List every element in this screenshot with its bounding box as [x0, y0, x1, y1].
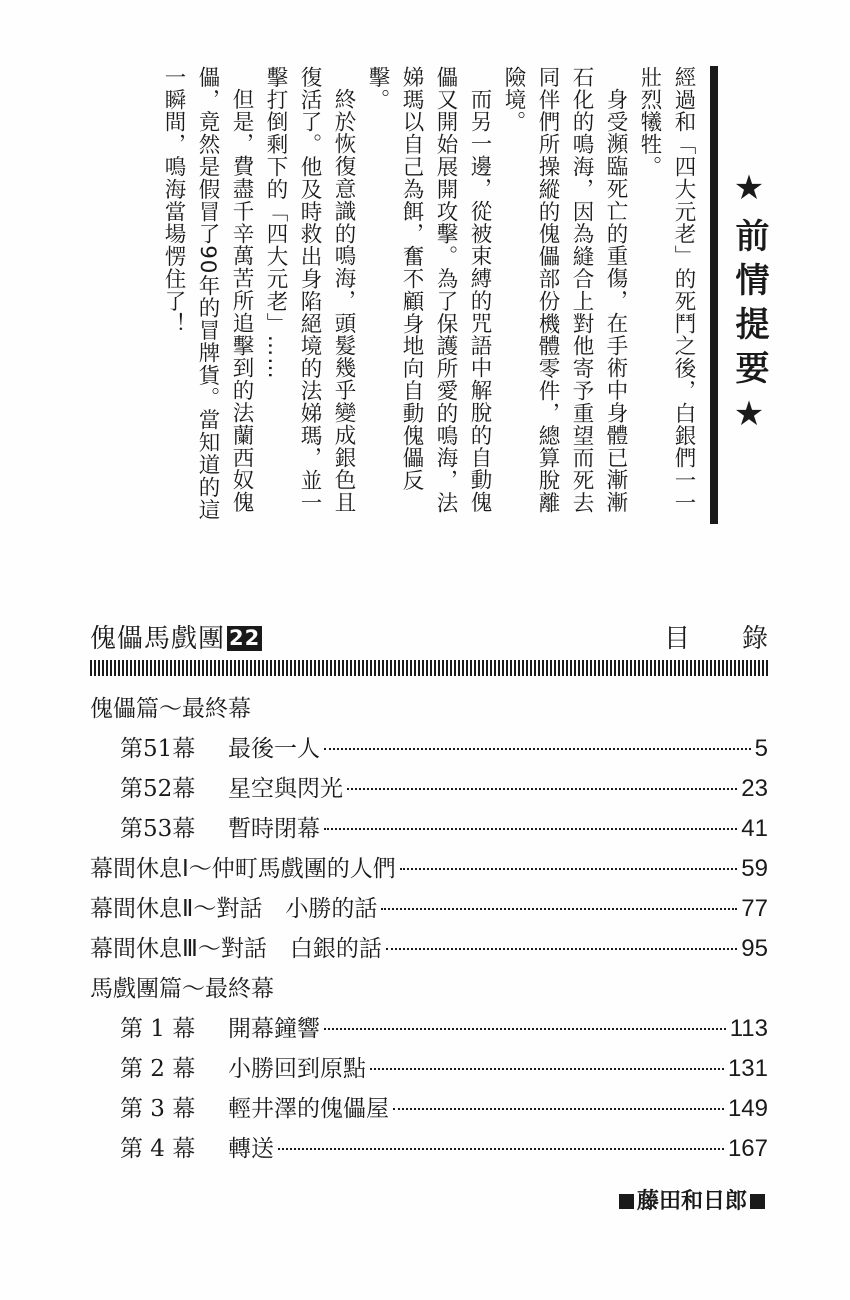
toc-section-heading [90, 690, 768, 730]
toc-entry[interactable] [90, 810, 768, 850]
toc-entry[interactable] [90, 1050, 768, 1090]
interlude-title: 幕間休息Ⅰ～仲町馬戲團的人們 [90, 856, 396, 882]
chapter-number: 第52幕 [120, 776, 196, 802]
square-bullet-icon [750, 1194, 765, 1209]
page-number: 149 [727, 1095, 768, 1122]
page-number: 41 [741, 815, 768, 842]
recap-paragraph: 終於恢復意識的鳴海，頭髮幾乎變成銀色且復活了。他及時救出身陷絕境的法娣瑪，並一擊打倒剩下的「四大元老」…… [263, 66, 356, 514]
recap-heading: ★前情提要★ [729, 168, 769, 444]
toc-section-heading [90, 970, 768, 1010]
dot-leader [370, 1068, 724, 1070]
hatched-divider [90, 660, 768, 676]
dot-leader [347, 788, 737, 790]
toc-entry[interactable] [90, 1090, 768, 1130]
page-number: 23 [741, 775, 768, 802]
chapter-number: 第51幕 [120, 736, 196, 762]
table-of-contents [90, 690, 768, 1170]
dot-leader [386, 948, 737, 950]
interlude-title: 幕間休息Ⅲ～對話 白銀的話 [90, 936, 382, 962]
chapter-number: 第 2 幕 [120, 1056, 196, 1082]
volume-badge: 22 [229, 626, 261, 650]
dot-leader [324, 1028, 726, 1030]
interlude-title: 幕間休息Ⅱ～對話 小勝的話 [90, 896, 378, 922]
recap-paragraph: 而另一邊，從被束縛的咒語中解脫的自動傀儡又開始展開攻擊。為了保護所愛的鳴海，法娣瑪以自己為餌，奮不顧身地向自動傀儡反擊。 [365, 66, 492, 514]
chapter-number: 第53幕 [120, 816, 196, 842]
square-bullet-icon [619, 1194, 634, 1209]
dot-leader [324, 748, 751, 750]
chapter-number: 第 1 幕 [120, 1016, 196, 1042]
recap-paragraph: 身受瀕臨死亡的重傷，在手術中身體已漸漸石化的鳴海，因為縫合上對他寄予重望而死去同伴們所操縱的傀儡部份機體零件，總算脫離險境。 [501, 66, 628, 514]
chapter-title: 開幕鐘響 [228, 1016, 320, 1042]
dot-leader [381, 908, 737, 910]
author-name: 藤田和日郎 [636, 1189, 747, 1214]
recap-paragraph: 經過和「四大元老」的死鬥之後，白銀們一一壯烈犧牲。 [637, 66, 696, 514]
dot-leader [400, 868, 738, 870]
page-number: 59 [741, 855, 768, 882]
toc-entry[interactable] [90, 890, 768, 930]
recap-body [140, 66, 700, 526]
toc-entry[interactable] [90, 850, 768, 890]
toc-entry[interactable] [90, 1010, 768, 1050]
page-number: 131 [727, 1055, 768, 1082]
page-number: 113 [729, 1015, 768, 1042]
page-number: 5 [754, 735, 768, 762]
book-title [90, 618, 262, 655]
chapter-title: 最後一人 [228, 736, 320, 762]
toc-header [90, 614, 820, 654]
dot-leader [278, 1148, 724, 1150]
toc-entry[interactable] [90, 730, 768, 770]
recap-paragraph: 但是，費盡千辛萬苦所追擊到的法蘭西奴傀儡，竟然是假冒了90年的冒牌貨。當知道的這一瞬間，鳴海當場愣住了！ [161, 66, 254, 521]
page-number: 77 [741, 895, 768, 922]
chapter-number: 第 3 幕 [120, 1096, 196, 1122]
chapter-title: 輕井澤的傀儡屋 [228, 1096, 389, 1122]
book-title-text: 傀儡馬戲團 [90, 624, 226, 654]
author-credit [616, 1184, 768, 1215]
chapter-number: 第 4 幕 [120, 1136, 196, 1162]
chapter-title: 轉送 [228, 1136, 274, 1162]
toc-label: 目錄 [663, 624, 820, 654]
dot-leader [324, 828, 737, 830]
section-title: 馬戲團篇～最終幕 [90, 976, 274, 1002]
section-title: 傀儡篇～最終幕 [90, 696, 251, 722]
recap-divider [710, 66, 718, 524]
chapter-title: 小勝回到原點 [228, 1056, 366, 1082]
toc-entry[interactable] [90, 930, 768, 970]
toc-entry[interactable] [90, 770, 768, 810]
page-number: 167 [727, 1135, 768, 1162]
dot-leader [393, 1108, 724, 1110]
toc-entry[interactable] [90, 1130, 768, 1170]
page-number: 95 [741, 935, 768, 962]
chapter-title: 暫時閉幕 [228, 816, 320, 842]
chapter-title: 星空與閃光 [228, 776, 343, 802]
